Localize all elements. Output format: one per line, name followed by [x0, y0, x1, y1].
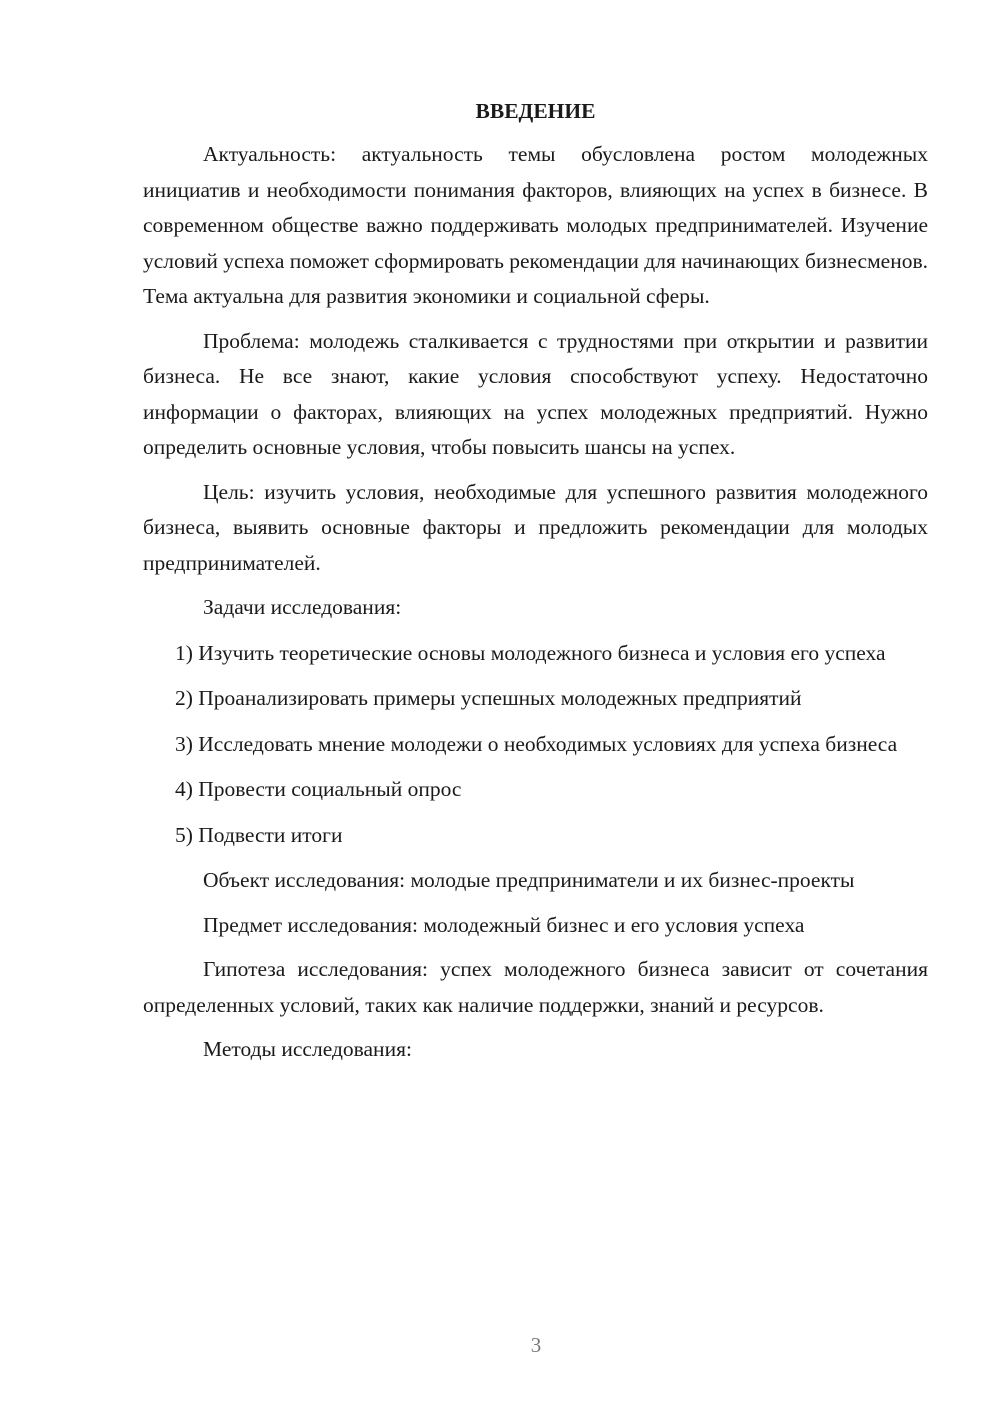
page-number: 3	[530, 1333, 542, 1357]
actuality-paragraph: Актуальность: актуальность темы обусловлена ростом молодежных инициатив и необходимости понимания факторов, влияющих на успех в бизнесе. В современном обществе важно поддерживать молодых предпринимателей. Изучение условий успеха поможет сформировать рекомендации для начинающих бизнесменов. Тема актуальна для развития экономики и социальной сферы.	[143, 142, 929, 308]
task-item: 3) Исследовать мнение молодежи о необходимых условиях для успеха бизнеса	[175, 731, 898, 756]
section-heading: ВВЕДЕНИЕ	[475, 99, 596, 123]
object-paragraph: Объект исследования: молодые предприниматели и их бизнес-проекты	[203, 868, 855, 892]
hypothesis-paragraph: Гипотеза исследования: успех молодежного бизнеса зависит от сочетания определенных условий, таких как наличие поддержки, знаний и ресурсов.	[143, 957, 928, 1017]
methods-label: Методы исследования:	[203, 1037, 412, 1061]
task-item: 2) Проанализировать примеры успешных молодежных предприятий	[175, 686, 802, 710]
document-page	[143, 94, 928, 1078]
problem-paragraph: Проблема: молодежь сталкивается с трудностями при открытии и развитии бизнеса. Не все знают, какие условия способствуют успеху. Недостаточно информации о факторах, влияющих на успех молодежных предприятий. Нужно определить основные условия, чтобы повысить шансы на успех.	[143, 328, 928, 459]
goal-paragraph: Цель: изучить условия, необходимые для успешного развития молодежного бизнеса, выявить основные факторы и предложить рекомендации для молодых предпринимателей.	[143, 479, 928, 575]
subject-paragraph: Предмет исследования: молодежный бизнес и его условия успеха	[203, 912, 805, 937]
task-item: 5) Подвести итоги	[175, 822, 343, 847]
task-item: 4) Провести социальный опрос	[175, 777, 462, 801]
tasks-label: Задачи исследования:	[203, 595, 402, 619]
task-item: 1) Изучить теоретические основы молодежного бизнеса и условия его успеха	[175, 640, 886, 665]
